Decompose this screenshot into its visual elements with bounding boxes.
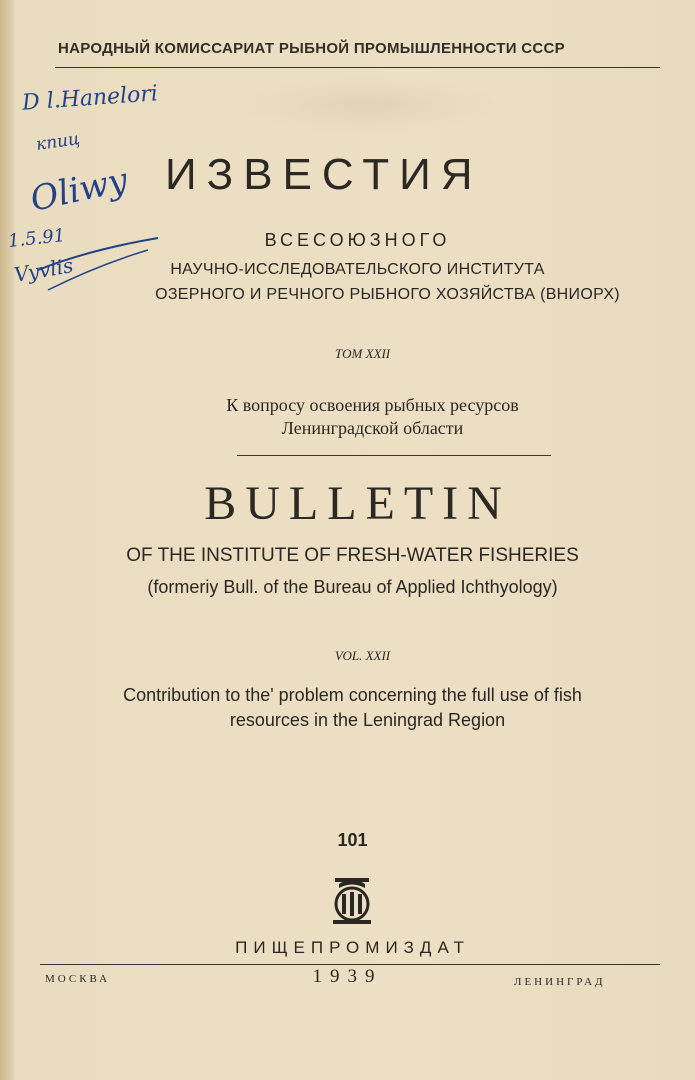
- russian-subtitle-line-3: ОЗЕРНОГО И РЕЧНОГО РЫБНОГО ХОЗЯЙСТВА (ВНИОРХ): [155, 286, 620, 303]
- inscription-signature: Oliwy: [26, 160, 132, 220]
- russian-subtitle-line-2: НАУЧНО-ИССЛЕДОВАТЕЛЬСКОГО ИНСТИТУТА: [170, 261, 545, 278]
- section-divider: [237, 455, 551, 456]
- book-spine-shadow: [0, 0, 14, 1080]
- footer-rule: [40, 964, 660, 965]
- publisher-logo-icon: [327, 868, 377, 928]
- publisher-name: ПИЩЕПРОМИЗДАТ: [235, 938, 470, 957]
- inscription-line-5: Vyvlis: [12, 253, 75, 287]
- english-article-line-2: resources in the Leningrad Region: [229, 710, 506, 730]
- english-volume: VOL. XXII: [334, 648, 391, 663]
- header-rule: [55, 67, 660, 68]
- city-moscow: МОСКВА: [45, 973, 111, 985]
- publication-year: 1939: [312, 966, 383, 987]
- english-subtitle-line-2: (formeriy Bull. of the Bureau of Applied Ichthyology): [147, 577, 558, 597]
- russian-subtitle-line-1: ВСЕСОЮЗНОГО: [264, 230, 451, 250]
- inscription-line-2: кпиц: [34, 129, 82, 155]
- inscription-date: 1.5.91: [7, 225, 67, 252]
- english-subtitle-line-1: OF THE INSTITUTE OF FRESH-WATER FISHERIES: [126, 545, 579, 566]
- english-title: BULLETIN: [204, 477, 511, 530]
- inscription-line-1: D l.Hanelori: [21, 81, 159, 116]
- english-article-line-1: Contribution to the' problem concerning the full use of fish: [123, 685, 582, 705]
- russian-article-line-2: Ленинградской области: [281, 418, 464, 438]
- issue-number: 101: [337, 830, 368, 850]
- russian-article-line-1: К вопросу освоения рыбных ресурсов: [226, 395, 519, 415]
- paper-stain: [240, 75, 500, 135]
- russian-title: ИЗВЕСТИЯ: [165, 150, 483, 199]
- ministry-header: НАРОДНЫЙ КОМИССАРИАТ РЫБНОЙ ПРОМЫШЛЕННОСТИ СССР: [58, 40, 565, 57]
- city-leningrad: ЛЕНИНГРАД: [514, 976, 606, 988]
- russian-volume: ТОМ XXII: [334, 346, 391, 361]
